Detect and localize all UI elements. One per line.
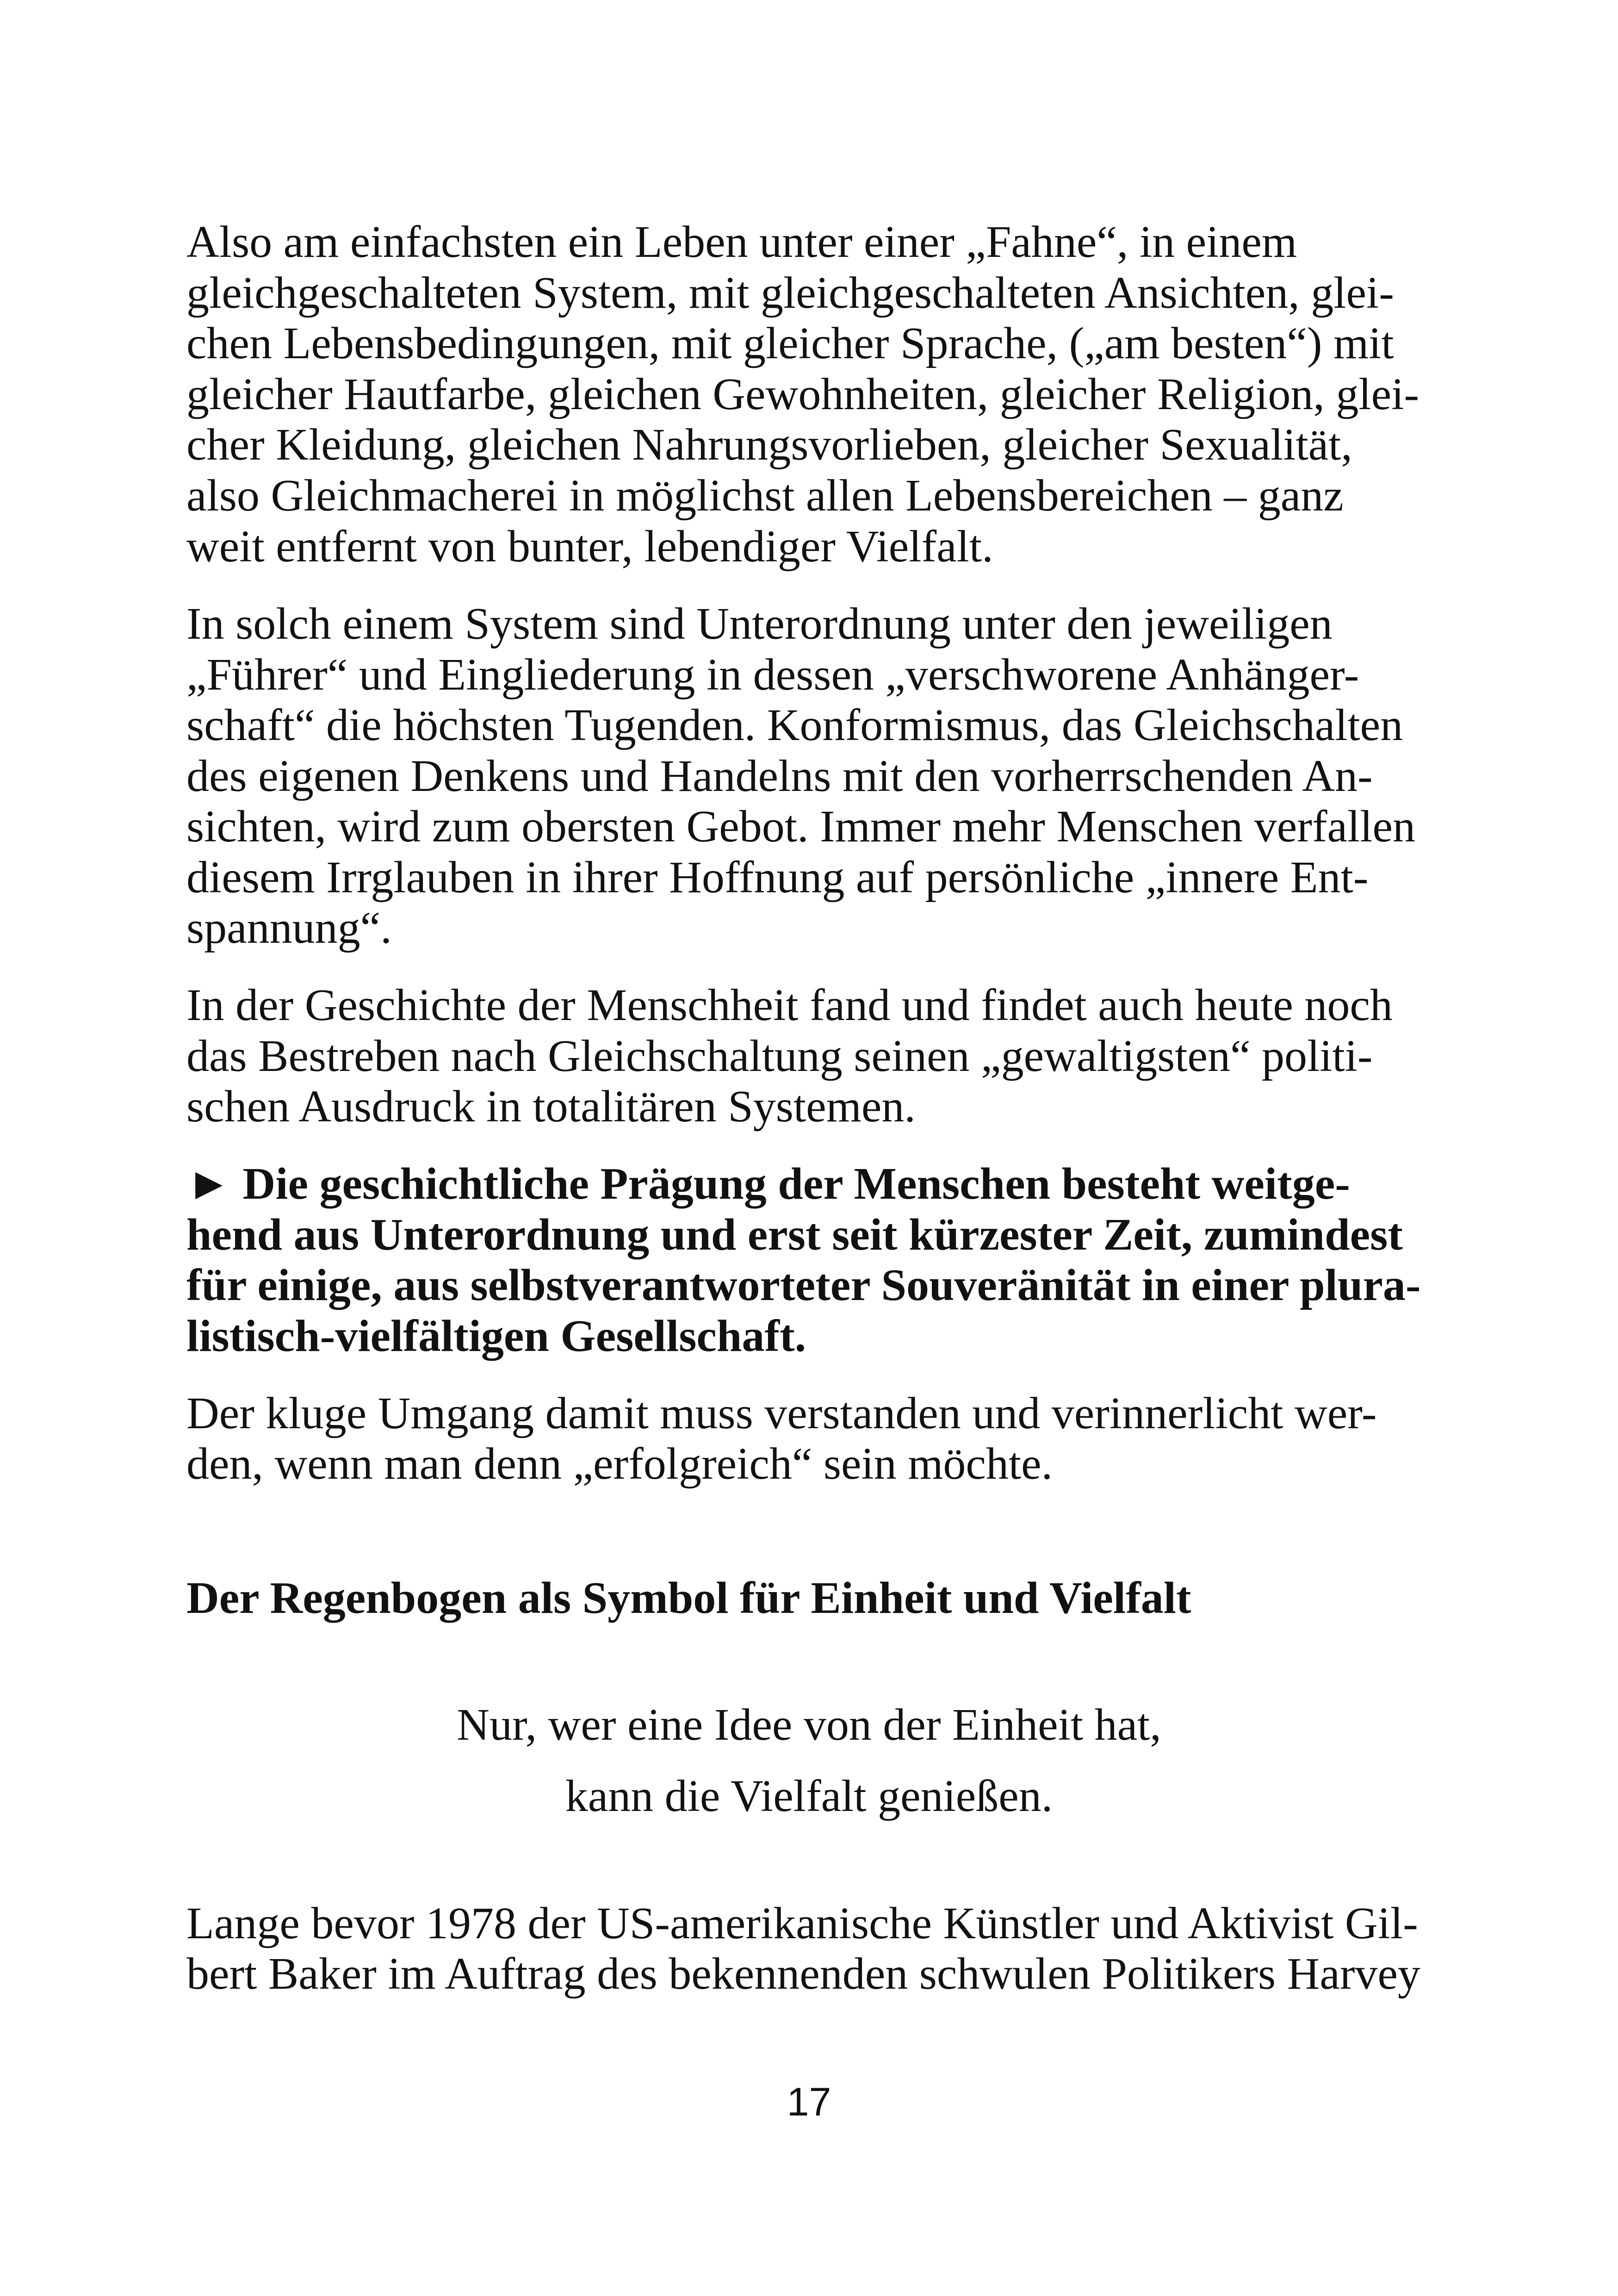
- text-line: Also am einfachsten ein Leben unter einer „Fahne“, in einem: [186, 217, 1297, 267]
- text-line: des eigenen Denkens und Handelns mit den vorherrschenden An-: [186, 751, 1373, 801]
- text-line: schaft“ die höchsten Tugenden. Konformismus, das Gleichschalten: [186, 700, 1403, 750]
- section-heading: Der Regenbogen als Symbol für Einheit und Vielfalt: [186, 1573, 1191, 1623]
- quote-line: kann die Vielfalt genießen.: [565, 1771, 1053, 1821]
- text-line: das Bestreben nach Gleichschaltung seinen „gewaltigsten“ politi-: [186, 1031, 1373, 1081]
- text-line: bert Baker im Auftrag des bekennenden schwulen Politikers Harvey: [186, 1949, 1421, 1999]
- text-line: spannung“.: [186, 903, 392, 953]
- text-line: diesem Irrglauben in ihrer Hoffnung auf persönliche „innere Ent-: [186, 852, 1369, 902]
- text-line: listisch-vielfältigen Gesellschaft.: [186, 1311, 806, 1361]
- text-line: Der kluge Umgang damit muss verstanden und verinnerlicht wer-: [186, 1388, 1377, 1438]
- text-line: sichten, wird zum obersten Gebot. Immer mehr Menschen verfallen: [186, 802, 1416, 852]
- text-line: gleichgeschalteten System, mit gleichgeschalteten Ansichten, glei-: [186, 268, 1394, 318]
- text-line: In solch einem System sind Unterordnung unter den jeweiligen: [186, 599, 1333, 649]
- text-line: cher Kleidung, gleichen Nahrungsvorlieben, gleicher Sexualität,: [186, 420, 1352, 470]
- text-line: chen Lebensbedingungen, mit gleicher Sprache, („am besten“) mit: [186, 318, 1394, 368]
- text-line: Lange bevor 1978 der US-amerikanische Künstler und Aktivist Gil-: [186, 1898, 1418, 1948]
- page-number: 17: [787, 2080, 831, 2124]
- text-line: In der Geschichte der Menschheit fand und findet auch heute noch: [186, 980, 1393, 1030]
- text-line: weit entfernt von bunter, lebendiger Vielfalt.: [186, 522, 993, 572]
- text-line: für einige, aus selbstverantworteter Souveränität in einer plura-: [186, 1260, 1421, 1310]
- text-line: schen Ausdruck in totalitären Systemen.: [186, 1082, 916, 1132]
- text-line: also Gleichmacherei in möglichst allen Lebensbereichen – ganz: [186, 471, 1344, 521]
- text-line: hend aus Unterordnung und erst seit kürzester Zeit, zumindest: [186, 1210, 1403, 1260]
- quote-line: Nur, wer eine Idee von der Einheit hat,: [457, 1700, 1161, 1750]
- text-line: den, wenn man denn „erfolgreich“ sein möchte.: [186, 1439, 1053, 1489]
- text-line: ► Die geschichtliche Prägung der Menschen besteht weitge-: [186, 1159, 1350, 1209]
- text-line: gleicher Hautfarbe, gleichen Gewohnheiten, gleicher Religion, glei-: [186, 369, 1419, 419]
- text-line: „Führer“ und Eingliederung in dessen „verschworene Anhänger-: [186, 650, 1359, 700]
